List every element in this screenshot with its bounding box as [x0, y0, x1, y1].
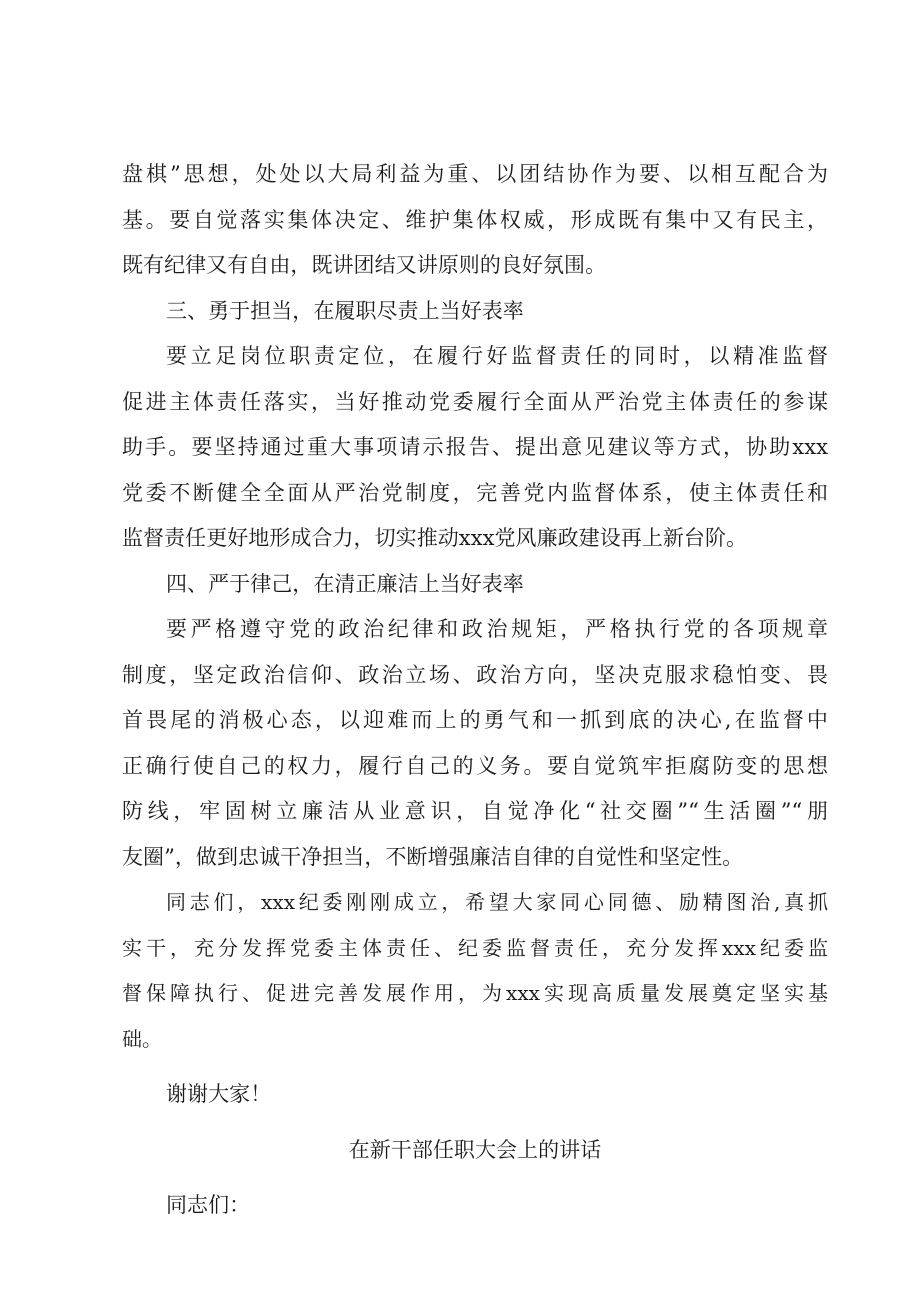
text-line: 基。要自觉落实集体决定、维护集体权威，形成既有集中又有民主，: [122, 207, 828, 232]
text-line: 制度，坚定政治信仰、政治立场、政治方向，坚决克服求稳怕变、畏: [122, 662, 828, 687]
text-line: 要立足岗位职责定位，在履行好监督责任的同时，以精准监督: [166, 344, 828, 368]
document-body: [122, 152, 828, 1229]
text-line: 促进主体责任落实，当好推动党委履行全面从严治党主体责任的参谋: [122, 389, 828, 414]
text-line: 助手。要坚持通过重大事项请示报告、提出意见建议等方式，协助xxx: [122, 435, 828, 459]
text-line: 防线，牢固树立廉洁从业意识，自觉净化“社交圈”“生活圈”“朋: [122, 799, 828, 823]
text-line: 实干，充分发挥党委主体责任、纪委监督责任，充分发挥xxx纪委监: [122, 935, 828, 960]
thanks-line: 谢谢大家！: [166, 1082, 272, 1106]
paragraph-closing: [122, 880, 828, 1062]
section-heading-4: 四、严于律己，在清正廉洁上当好表率: [166, 571, 524, 596]
text-line: 正确行使自己的权力，履行自己的义务。要自觉筑牢拒腐防变的思想: [122, 753, 828, 778]
spacer: [122, 1173, 828, 1183]
speech-title: 在新干部任职大会上的讲话: [348, 1137, 602, 1162]
text-line: 首畏尾的消极心态，以迎难而上的勇气和一抓到底的决心,在监督中: [122, 708, 828, 732]
text-line: 党委不断健全全面从严治党制度，完善党内监督体系，使主体责任和: [122, 480, 828, 505]
paragraph-self-discipline: [122, 607, 828, 880]
text-line: 监督责任更好地形成合力，切实推动xxx党风廉政建设再上新台阶。: [122, 526, 748, 550]
spacer: [122, 1062, 828, 1072]
spacer: [122, 1118, 828, 1128]
section-heading-3: 三、勇于担当，在履职尽责上当好表率: [166, 298, 524, 323]
paragraph-responsibility: [122, 334, 828, 562]
text-line: 友圈”，做到忠诚干净担当，不断增强廉洁自律的自觉性和坚定性。: [122, 844, 744, 869]
paragraph-unity: [122, 152, 828, 289]
text-line: 础。: [122, 1026, 163, 1051]
text-line: 既有纪律又有自由，既讲团结又讲原则的良好氛围。: [122, 253, 607, 277]
text-line: 要严格遵守党的政治纪律和政治规矩，严格执行党的各项规章: [166, 617, 828, 641]
text-line: 督保障执行、促进完善发展作用，为xxx实现高质量发展奠定坚实基: [122, 981, 828, 1005]
text-line: 同志们，xxx纪委刚刚成立，希望大家同心同德、励精图治,真抓: [166, 890, 828, 914]
salutation: 同志们：: [166, 1193, 251, 1217]
text-line: 盘棋”思想，处处以大局利益为重、以团结协作为要、以相互配合为: [122, 162, 828, 186]
